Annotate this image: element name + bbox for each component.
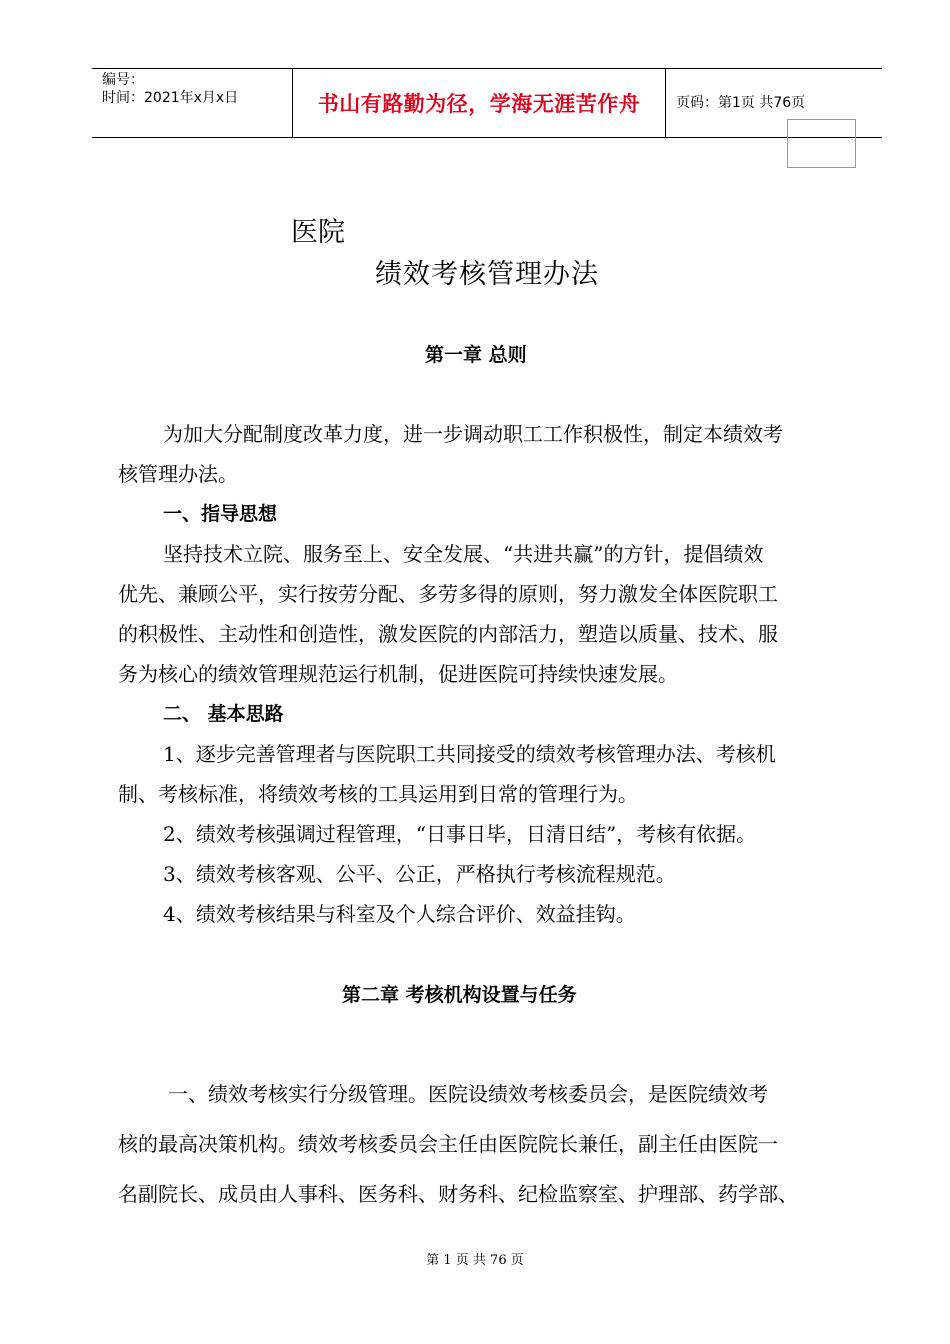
motto-text: 书山有路勤为径，学海无涯苦作舟 [317,92,641,116]
section1-line: 的积极性、主动性和创造性，激发医院的内部活力，塑造以质量、技术、服 [118,622,778,646]
chapter2-heading: 第二章 考核机构设置与任务 [342,984,577,1006]
section2-line: 3、绩效考核客观、公平、公正，严格执行考核流程规范。 [163,862,676,886]
section1-line: 优先、兼顾公平，实行按劳分配、多劳多得的原则，努力激发全体医院职工 [118,582,778,606]
chapter2-line: 名副院长、成员由人事科、医务科、财务科、纪检监察室、护理部、药学部、 [118,1182,798,1206]
section2-line: 2、绩效考核强调过程管理，“日事日毕，日清日结”，考核有依据。 [163,822,757,846]
section1-heading: 一、指导思想 [163,503,278,525]
header-motto-cell [293,69,666,137]
section1-line: 坚持技术立院、服务至上、安全发展、“共进共赢”的方针，提倡绩效 [163,542,764,566]
page-footer: 第 1 页 共 76 页 [426,1253,524,1268]
intro-line: 核管理办法。 [118,462,238,486]
doc-title-line1: 医院 [291,217,345,248]
section1-line: 务为核心的绩效管理规范运行机制，促进医院可持续快速发展。 [118,662,678,686]
header-table [92,68,882,138]
time-label: 时间：2021年x月x日 [102,90,239,106]
header-meta-cell [92,69,293,137]
chapter2-line: 一、绩效考核实行分级管理。医院设绩效考核委员会，是医院绩效考 [168,1082,768,1106]
page-info: 页码：第1页 共76页 [676,95,806,111]
intro-line: 为加大分配制度改革力度，进一步调动职工工作积极性，制定本绩效考 [163,422,783,446]
section2-line: 制、考核标准，将绩效考核的工具运用到日常的管理行为。 [118,782,638,806]
doc-title-line2: 绩效考核管理办法 [375,259,599,290]
section2-line: 1、逐步完善管理者与医院职工共同接受的绩效考核管理办法、考核机 [163,742,776,766]
stamp-box [787,119,856,168]
section2-line: 4、绩效考核结果与科室及个人综合评价、效益挂钩。 [163,902,636,926]
chapter2-line: 核的最高决策机构。绩效考核委员会主任由医院院长兼任，副主任由医院一 [118,1132,778,1156]
number-label: 编号： [102,72,144,88]
chapter1-heading: 第一章 总则 [425,344,527,366]
section2-heading: 二、 基本思路 [163,703,284,725]
